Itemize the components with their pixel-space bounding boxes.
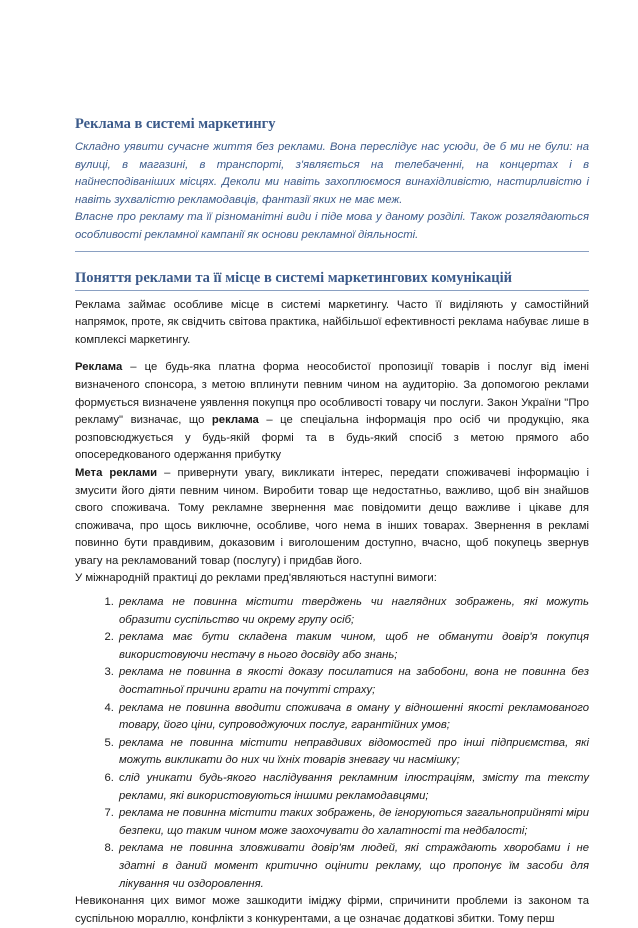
paragraph-advertising-goal <box>75 465 589 571</box>
law-definition-text: – це спеціальна інформація про осіб чи продукцію, яка розповсюджується у будь-якій формі та в будь-який спосіб з метою прямого або опосередкованого одержання прибутку <box>75 414 590 462</box>
intro-block <box>75 139 589 252</box>
term-advertising-law: реклама <box>211 414 259 427</box>
document-page <box>75 0 589 928</box>
intro-paragraph-1: Складно уявити сучасне життя без реклами. Вона переслідує нас усюди, де б ми не були: на вулиці, в магазині, в транспорті, з'являється на телебаченні, на концертах і в найнесподіваніших місцях. Деколи ми навіть захоплюємося винахідливістю, настирливістю і навіть зухвалістю рекламодавців, фантазії яких не має меж. <box>75 141 589 206</box>
paragraph-advertising-place: Реклама займає особливе місце в системі маркетингу. Часто її виділяють у самостійний напрямок, проте, як свідчить світова практика, найбільшої ефективності реклама набуває лише в комплексі маркетингу. <box>75 298 589 346</box>
list-item: 7. реклама не повинна містити таких зображень, де ігноруються загальноприйняті міри безпеки, що таким чином може заохочувати до халатності та недбалості; <box>117 805 589 840</box>
section-title-advertising-in-marketing: Реклама в системі маркетингу <box>75 116 276 132</box>
list-item: 1. реклама не повинна містити тверджень чи наглядних зображень, які можуть образити суспільство чи окрему групу осіб; <box>117 594 589 629</box>
list-item: 3. реклама не повинна в якості доказу посилатися на забобони, вона не повинна без достатньої причини грати на почутті страху; <box>117 664 589 699</box>
paragraph-advertising-definition <box>75 359 589 465</box>
definition-text: – це будь-яка платна форма неособистої пропозиції товарів і послуг від імені визначеного спонсора, з метою вплинути певним чином на аудиторію. За допомогою реклами формується визначене уявлення покупця про особливості товару чи послуги. Закон України "Про рекламу" визначає, що <box>75 361 589 427</box>
list-item: 6. слід уникати будь-якого наслідування рекламним ілюстраціям, змісту та тексту реклами, які використовуються іншими рекламодавцями; <box>117 770 589 805</box>
term-advertising: Реклама <box>75 361 123 374</box>
paragraph-closing: Невиконання цих вимог може зашкодити іміджу фірми, спричинити проблеми із законом та суспільною мораллю, конфлікти з конкурентами, а це означає додаткові збитки. Тому перш <box>75 895 589 925</box>
list-item: 2. реклама має бути складена таким чином, щоб не обманути довір'я покупця використовуючи нестачу в нього досвіду або знань; <box>117 629 589 664</box>
intro-paragraph-2: Власне про рекламу та її різноманітні види і піде мова у даному розділі. Також розглядаються особливості рекламної кампанії як основи рекламної діяльності. <box>75 211 589 241</box>
term-advertising-goal: Мета реклами <box>75 466 158 479</box>
list-item: 8. реклама не повинна зловживати довір'ям людей, які страждають хворобами і не здатні в даний момент критично оцінити рекламу, що пропонує їм засоби для лікування чи оздоровлення. <box>117 840 589 893</box>
requirements-list <box>75 594 589 893</box>
list-item: 5. реклама не повинна містити неправдивих відомостей про інші підприємства, які можуть викликати до них чи їхніх товарів зневагу чи насмішку; <box>117 735 589 770</box>
goal-text: – привернути увагу, викликати інтерес, передати споживачеві інформацію і змусити його діяти певним чином. Виробити товар ще недостатньо, важливо, щоб він знайшов свого споживача. Тому рекламне звернення має повідомити дещо важливе і цікаве для споживача, про щось виключне, особливе, чого нема в інших товарах. Звернення в рекламі повинно бути правдивим, доказовим і виголошеним доступно, вчасно, щоб покупець звернув увагу на рекламований товар (послугу) і придбав його. <box>75 466 589 567</box>
section-title-advertising-concept: Поняття реклами та її місце в системі маркетингових комунікацій <box>75 269 589 291</box>
list-item: 4. реклама не повинна вводити споживача в оману у відношенні якості рекламованого товару, його ціни, супроводжуючих послуг, гарантійних умов; <box>117 700 589 735</box>
requirements-intro: У міжнародній практиці до реклами пред'являються наступні вимоги: <box>75 572 437 585</box>
